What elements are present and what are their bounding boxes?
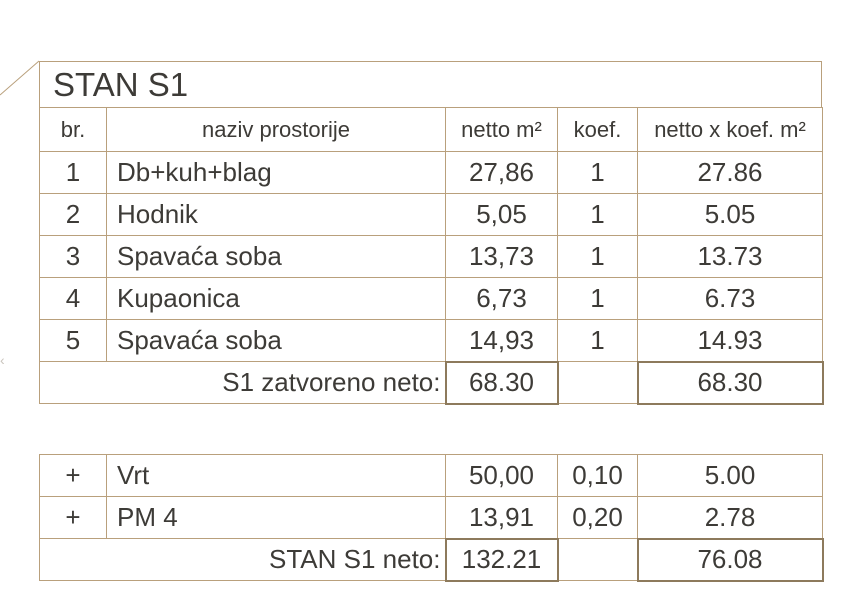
header-row — [40, 108, 823, 152]
extra-br: + — [40, 497, 107, 539]
room-net: 6,73 — [446, 278, 558, 320]
room-br: 5 — [40, 320, 107, 362]
room-total: 5.05 — [638, 194, 823, 236]
extra-koef: 0,10 — [558, 455, 638, 497]
extra-name: PM 4 — [107, 497, 446, 539]
extra-koef: 0,20 — [558, 497, 638, 539]
room-total: 27.86 — [638, 152, 823, 194]
room-koef: 1 — [558, 194, 638, 236]
grand-sum-net: 132.21 — [446, 539, 558, 581]
header-name: naziv prostorije — [107, 108, 446, 152]
room-name: Kupaonica — [107, 278, 446, 320]
header-koef: koef. — [558, 108, 638, 152]
room-koef: 1 — [558, 152, 638, 194]
header-total: netto x koef. m² — [638, 108, 823, 152]
closed-sum-total: 68.30 — [638, 362, 823, 404]
room-total: 14.93 — [638, 320, 823, 362]
room-br: 3 — [40, 236, 107, 278]
table-row — [40, 320, 823, 362]
table-row — [40, 236, 823, 278]
table-row — [40, 152, 823, 194]
rooms-table — [39, 107, 824, 405]
room-total: 13.73 — [638, 236, 823, 278]
room-br: 2 — [40, 194, 107, 236]
extra-total: 5.00 — [638, 455, 823, 497]
room-br: 4 — [40, 278, 107, 320]
grand-sum-row — [40, 539, 823, 581]
table-row — [40, 194, 823, 236]
margin-mark: ‹ — [0, 352, 5, 368]
closed-sum-net: 68.30 — [446, 362, 558, 404]
grand-sum-koef-empty — [558, 539, 638, 581]
table-row — [40, 497, 823, 539]
header-br: br. — [40, 108, 107, 152]
table-row — [40, 278, 823, 320]
closed-sum-koef-empty — [558, 362, 638, 404]
room-koef: 1 — [558, 278, 638, 320]
room-net: 5,05 — [446, 194, 558, 236]
sheet-title: STAN S1 — [39, 61, 822, 107]
header-net: netto m² — [446, 108, 558, 152]
room-koef: 1 — [558, 320, 638, 362]
extra-total: 2.78 — [638, 497, 823, 539]
extras-table — [39, 454, 824, 582]
extra-net: 13,91 — [446, 497, 558, 539]
corner-guide-line — [0, 0, 40, 100]
closed-sum-label: S1 zatvoreno neto: — [40, 362, 446, 404]
room-name: Hodnik — [107, 194, 446, 236]
grand-sum-total: 76.08 — [638, 539, 823, 581]
room-net: 27,86 — [446, 152, 558, 194]
extra-name: Vrt — [107, 455, 446, 497]
room-total: 6.73 — [638, 278, 823, 320]
closed-sum-row — [40, 362, 823, 404]
grand-sum-label: STAN S1 neto: — [40, 539, 446, 581]
room-br: 1 — [40, 152, 107, 194]
extra-net: 50,00 — [446, 455, 558, 497]
room-net: 14,93 — [446, 320, 558, 362]
room-name: Spavaća soba — [107, 320, 446, 362]
room-koef: 1 — [558, 236, 638, 278]
room-name: Spavaća soba — [107, 236, 446, 278]
room-net: 13,73 — [446, 236, 558, 278]
extra-br: + — [40, 455, 107, 497]
room-name: Db+kuh+blag — [107, 152, 446, 194]
table-row — [40, 455, 823, 497]
